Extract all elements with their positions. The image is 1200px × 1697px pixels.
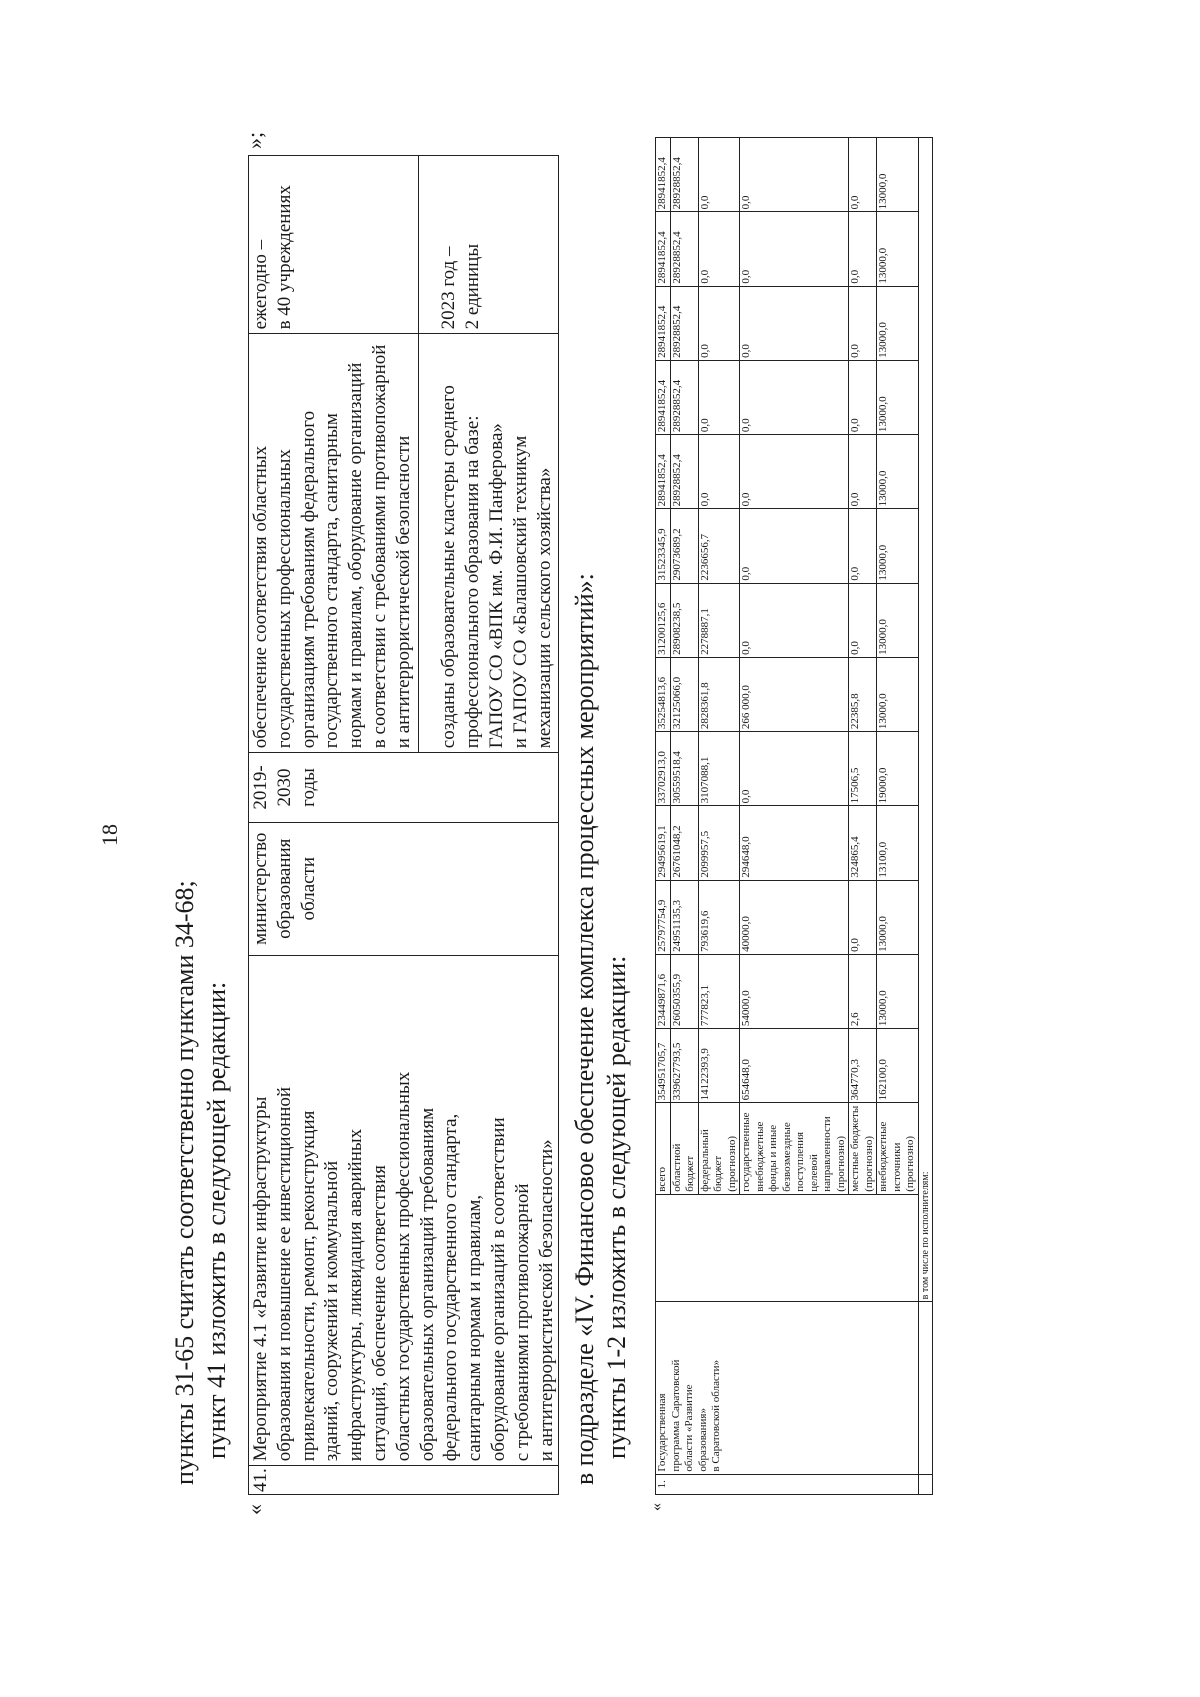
value-cell: 0,0 xyxy=(740,212,849,286)
value-cell: 294648,0 xyxy=(740,806,849,880)
value-cell: 0,0 xyxy=(740,360,849,434)
close-quote: »; xyxy=(242,131,267,149)
value-cell: 13000,0 xyxy=(877,138,919,212)
value-cell: 13000,0 xyxy=(877,880,919,954)
section-line: пункты 1-2 изложить в следующей редакции: xyxy=(602,955,631,1459)
value-cell: 793619,6 xyxy=(698,880,740,954)
value-cell: 0,0 xyxy=(740,286,849,360)
source-label: областной бюджет xyxy=(670,1103,698,1194)
value-cell: 31200125,6 xyxy=(656,583,671,657)
value-cell: 0,0 xyxy=(698,286,740,360)
table-row xyxy=(249,156,419,1495)
value-cell: 28928852,4 xyxy=(670,286,698,360)
value-cell: 324865,4 xyxy=(849,806,877,880)
value-cell: 28941852,4 xyxy=(656,212,671,286)
value-cell: 0,0 xyxy=(849,435,877,509)
table-row xyxy=(656,138,671,1495)
value-cell: 13000,0 xyxy=(877,954,919,1028)
value-cell: 2,6 xyxy=(849,954,877,1028)
value-cell: 654648,0 xyxy=(740,1029,849,1103)
source-label: всего xyxy=(656,1103,671,1194)
measure-title: Мероприятие 4.1 «Развитие инфраструктуры образования и повышение ее инвестиционной привлекательности, ремонт, реконструкция зданий, сооружений и коммунальной инфраструктуры, ликвидация аварийных ситуаций, обеспечение соответствия областных государственных профессиональных образовательных организаций требованиям федерального государственного стандарта, санитарным нормам и правилам, оборудование организаций в соответствии с требованиями противопожарной и антитеррористической безопасности» xyxy=(249,955,559,1466)
value-2: 2023 год – 2 единицы xyxy=(437,156,558,334)
value-cell: 28928852,4 xyxy=(670,138,698,212)
value-cell: 28908238,5 xyxy=(670,583,698,657)
value-cell: 22385,8 xyxy=(849,657,877,731)
value-cell: 31523345,9 xyxy=(656,509,671,583)
value-cell: 28941852,4 xyxy=(656,360,671,434)
value-1: ежегодно – в 40 учреждениях xyxy=(249,156,419,334)
source-label: федеральный бюджет (прогнозно) xyxy=(698,1103,740,1194)
value-cell: 24951135,3 xyxy=(670,880,698,954)
value-cell: 32125066,0 xyxy=(670,657,698,731)
value-cell: 2099957,5 xyxy=(698,806,740,880)
finance-row-number: 1. xyxy=(656,1474,919,1494)
value-cell: 0,0 xyxy=(849,583,877,657)
value-cell: 0,0 xyxy=(698,435,740,509)
value-cell: 2828361,8 xyxy=(698,657,740,731)
result-2: созданы образовательные кластеры среднего профессионального образования на базе: ГАПОУ СО «ВПК им. Ф.И. Панферова» и ГАПОУ СО «Балашовский техникум механизации сельского хозяйства» xyxy=(437,334,558,753)
value-cell: 26050355,9 xyxy=(670,954,698,1028)
value-cell: 40000,0 xyxy=(740,880,849,954)
value-cell: 17506,5 xyxy=(849,732,877,806)
value-cell: 162100,0 xyxy=(877,1029,919,1103)
value-cell: 13000,0 xyxy=(877,360,919,434)
value-cell: 25797754,9 xyxy=(656,880,671,954)
value-cell: 0,0 xyxy=(698,212,740,286)
source-label: государственные внебюджетные фонды и иные безвозмездные поступления целевой направленности (прогнозно) xyxy=(740,1103,849,1194)
spacer-cell xyxy=(419,156,438,334)
value-cell: 35254813,6 xyxy=(656,657,671,731)
value-cell: 33702913,0 xyxy=(656,732,671,806)
value-cell: 28928852,4 xyxy=(670,435,698,509)
value-cell: 0,0 xyxy=(740,435,849,509)
rotated-content xyxy=(170,95,1070,1515)
value-cell: 13000,0 xyxy=(877,212,919,286)
value-cell: 14122393,9 xyxy=(698,1029,740,1103)
value-cell: 364770,3 xyxy=(849,1029,877,1103)
value-cell: 29073689,2 xyxy=(670,509,698,583)
source-label: местные бюджеты (прогнозно) xyxy=(849,1103,877,1194)
value-cell: 0,0 xyxy=(849,360,877,434)
value-cell: 0,0 xyxy=(849,212,877,286)
value-cell: 13000,0 xyxy=(877,657,919,731)
spacer-cell xyxy=(419,334,438,753)
row-41-table xyxy=(248,155,559,1495)
result-1: обеспечение соответствия областных государственных профессиональных организациям требованиям федерального государственного стандарта, санитарным нормам и правилам, оборудование организаций в соответствии с требованиями противопожарной и антитеррористической безопасности xyxy=(249,334,419,753)
value-cell: 13100,0 xyxy=(877,806,919,880)
value-cell: 0,0 xyxy=(698,138,740,212)
value-cell: 29495619,1 xyxy=(656,806,671,880)
intro-line: пункт 41 изложить в следующей редакции: xyxy=(202,981,231,1459)
value-cell: 28928852,4 xyxy=(670,360,698,434)
value-cell: 339627793,5 xyxy=(670,1029,698,1103)
value-cell: 0,0 xyxy=(698,360,740,434)
value-cell: 19000,0 xyxy=(877,732,919,806)
value-cell: 28928852,4 xyxy=(670,212,698,286)
value-cell: 777823,1 xyxy=(698,954,740,1028)
table-row xyxy=(918,138,933,1495)
finance-open-quote: « xyxy=(648,1503,665,1511)
value-cell: 0,0 xyxy=(740,732,849,806)
value-cell: 0,0 xyxy=(849,138,877,212)
value-cell: 13000,0 xyxy=(877,583,919,657)
section-line: в подразделе «IV. Финансовое обеспечение комплекса процессных мероприятий»: xyxy=(570,573,599,1485)
value-cell: 54000,0 xyxy=(740,954,849,1028)
value-cell: 13000,0 xyxy=(877,286,919,360)
value-cell: 23449871,6 xyxy=(656,954,671,1028)
value-cell: 3107088,1 xyxy=(698,732,740,806)
empty-cell xyxy=(918,1302,933,1474)
row-number: 41. xyxy=(249,1466,559,1495)
value-cell: 2278887,1 xyxy=(698,583,740,657)
finance-table xyxy=(655,137,933,1495)
page-number: 18 xyxy=(97,824,122,846)
value-cell: 0,0 xyxy=(740,138,849,212)
value-cell: 0,0 xyxy=(849,880,877,954)
value-cell: 28941852,4 xyxy=(656,286,671,360)
value-cell: 2236656,7 xyxy=(698,509,740,583)
program-name: Государственная программа Саратовской области «Развитие образования» в Саратовской области» xyxy=(656,1302,919,1474)
value-cell: 0,0 xyxy=(849,286,877,360)
open-quote: « xyxy=(242,1504,267,1515)
value-cell: 28941852,4 xyxy=(656,138,671,212)
value-cell: 26761048,2 xyxy=(670,806,698,880)
value-cell: 13000,0 xyxy=(877,509,919,583)
executors-subheader: в том числе по исполнителям: xyxy=(918,138,933,1302)
value-cell: 28941852,4 xyxy=(656,435,671,509)
value-cell: 30559518,4 xyxy=(670,732,698,806)
executor: министерство образования области xyxy=(249,822,559,955)
value-cell: 354951705,7 xyxy=(656,1029,671,1103)
source-label: внебюджетные источники (прогнозно) xyxy=(877,1103,919,1194)
intro-line: пункты 31-65 считать соответственно пунктами 34-68; xyxy=(170,880,199,1485)
value-cell: 0,0 xyxy=(740,509,849,583)
value-cell: 13000,0 xyxy=(877,435,919,509)
value-cell: 266 000,0 xyxy=(740,657,849,731)
value-cell: 0,0 xyxy=(740,583,849,657)
value-cell: 0,0 xyxy=(849,509,877,583)
empty-cell xyxy=(918,1474,933,1494)
empty-cell xyxy=(656,1194,919,1302)
period: 2019-2030 годы xyxy=(249,753,559,823)
